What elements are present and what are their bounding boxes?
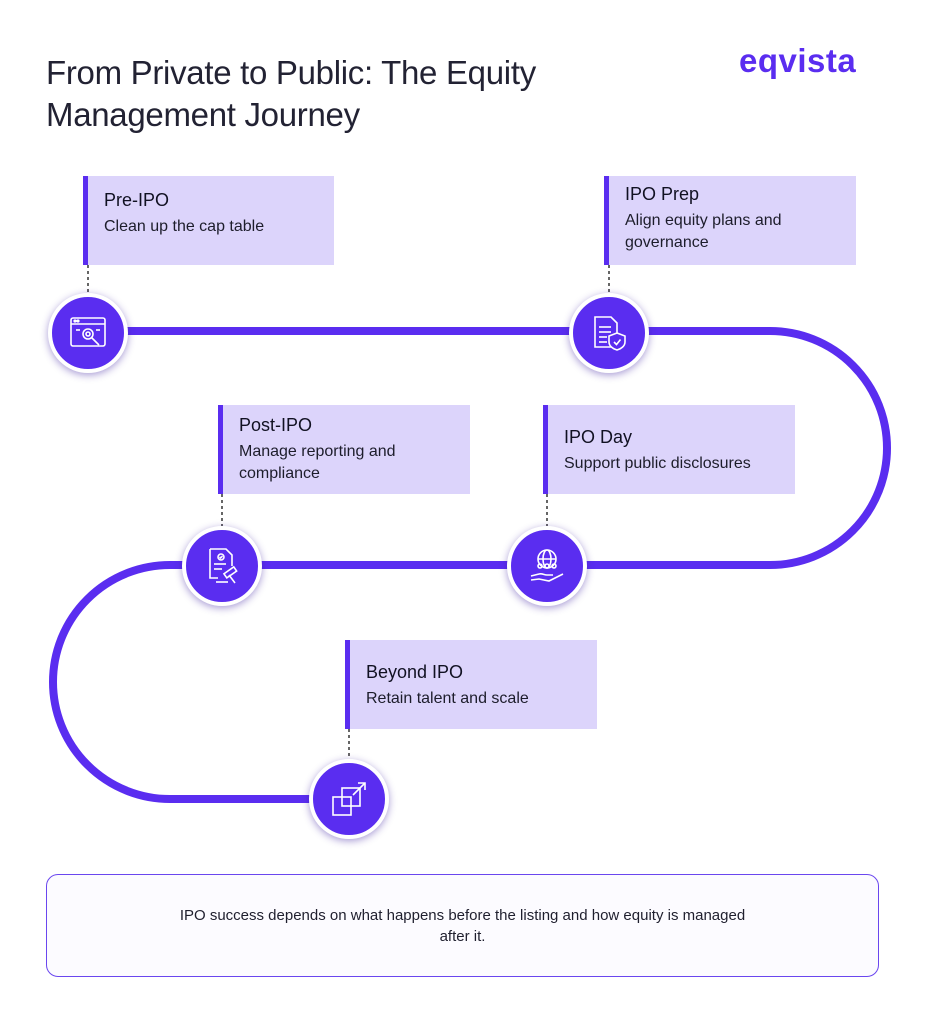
title-line-2: Management Journey: [46, 96, 360, 133]
web-settings-search-icon: [68, 313, 108, 353]
eqvista-logo: eqvista: [739, 42, 857, 79]
stage-title: Beyond IPO: [366, 662, 464, 682]
stage-description: Retain talent and scale: [366, 690, 529, 707]
stage-description: Clean up the cap table: [104, 218, 265, 235]
expand-squares-icon: [329, 779, 369, 819]
footer-note: [46, 874, 879, 977]
footer-note-text: IPO success depends on what happens before the listing and how equity is managed after it.: [179, 906, 746, 945]
stage-card-ipo-day: [543, 405, 795, 494]
stage-card-pre-ipo: [83, 176, 334, 265]
stage-title: IPO Prep: [625, 184, 700, 204]
stage-title: Pre-IPO: [104, 190, 170, 210]
title-line-1: From Private to Public: The Equity: [46, 54, 536, 91]
stage-title: Post-IPO: [239, 415, 313, 435]
document-shield-icon: [589, 313, 629, 353]
pre-ipo-node: [48, 293, 128, 373]
stage-description: Manage reporting and compliance: [239, 443, 396, 482]
post-ipo-node: [182, 526, 262, 606]
stage-card-beyond-ipo: [345, 640, 597, 729]
document-gavel-icon: [202, 546, 242, 586]
stage-description: Align equity plans and governance: [625, 212, 782, 251]
ipo-prep-node: [569, 293, 649, 373]
ipo-day-node: [507, 526, 587, 606]
stage-card-ipo-prep: [604, 176, 856, 265]
hand-globe-people-icon: [527, 546, 567, 586]
beyond-ipo-node: [309, 759, 389, 839]
stage-card-post-ipo: [218, 405, 470, 494]
stage-title: IPO Day: [564, 427, 633, 447]
stage-description: Support public disclosures: [564, 455, 751, 472]
